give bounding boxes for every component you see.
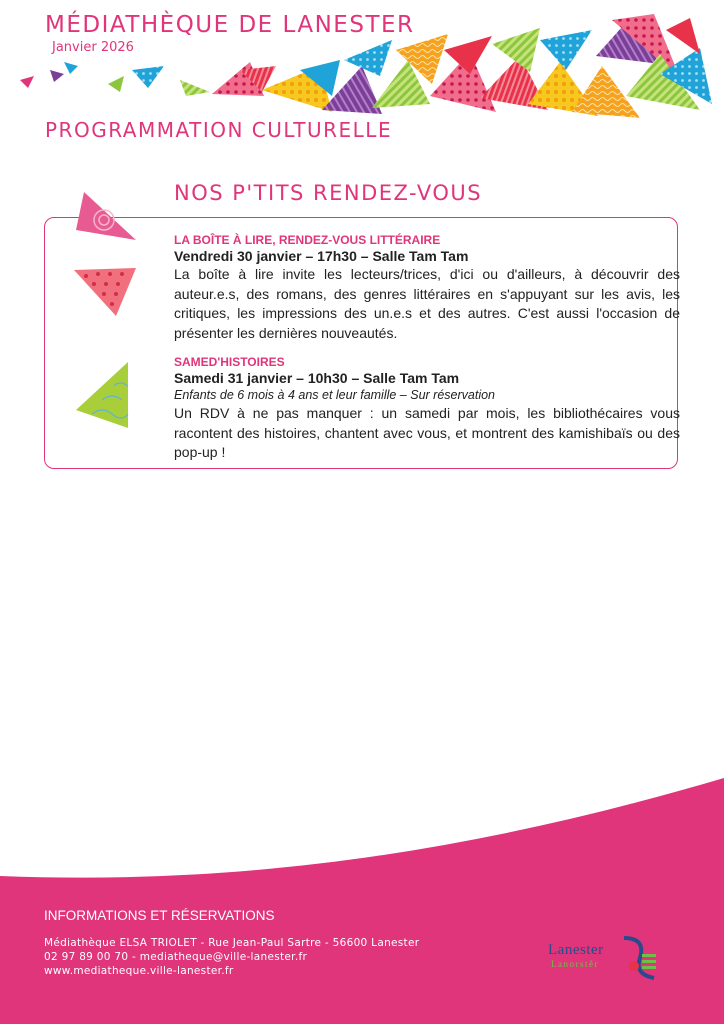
logo-subtitle: Lanorstêr xyxy=(551,959,599,969)
decorative-triangle-pink xyxy=(70,190,140,246)
event-item xyxy=(174,354,680,463)
lanester-logo xyxy=(548,936,660,980)
event-title: SAMED'HISTOIRES xyxy=(174,355,285,369)
page-title: MÉDIATHÈQUE DE LANESTER xyxy=(45,12,415,38)
issue-date: Janvier 2026 xyxy=(52,40,134,55)
footer-contact: 02 97 89 00 70 - mediatheque@ville-lanester.fr xyxy=(44,951,308,963)
decorative-triangle-coral-dots xyxy=(70,264,140,320)
logo-emblem-icon xyxy=(620,936,660,980)
footer-heading: INFORMATIONS ET RÉSERVATIONS xyxy=(44,908,275,923)
event-item xyxy=(174,232,680,343)
event-description: La boîte à lire invite les lecteurs/trices, d'ici ou d'ailleurs, à découvrir des auteur.e.s, des romans, des genres littéraires en s'appuyant sur les avis, les critiques, les impressions des un.e.s et des autres. C'est aussi l'occasion de présenter les dernières nouveautés. xyxy=(174,266,680,341)
decorative-triangle-green xyxy=(72,360,134,432)
event-datetime: Vendredi 30 janvier – 17h30 – Salle Tam Tam xyxy=(174,248,469,264)
logo-name: Lanester xyxy=(548,942,604,958)
footer-website: www.mediatheque.ville-lanester.fr xyxy=(44,965,234,977)
event-datetime: Samedi 31 janvier – 10h30 – Salle Tam Tam xyxy=(174,370,460,386)
section-title: PROGRAMMATION CULTURELLE xyxy=(45,118,393,142)
subsection-title: NOS P'TITS RENDEZ-VOUS xyxy=(174,181,483,205)
footer-wave xyxy=(0,760,724,1024)
event-title: LA BOÎTE À LIRE, RENDEZ-VOUS LITTÉRAIRE xyxy=(174,233,441,247)
footer-address: Médiathèque ELSA TRIOLET - Rue Jean-Paul Sartre - 56600 Lanester xyxy=(44,937,420,949)
event-description: Un RDV à ne pas manquer : un samedi par mois, les bibliothécaires vous racontent des histoires, chantent avec vous, et montrent des kamishibaïs ou des pop-up ! xyxy=(174,405,680,460)
event-audience: Enfants de 6 mois à 4 ans et leur famille – Sur réservation xyxy=(174,388,495,402)
